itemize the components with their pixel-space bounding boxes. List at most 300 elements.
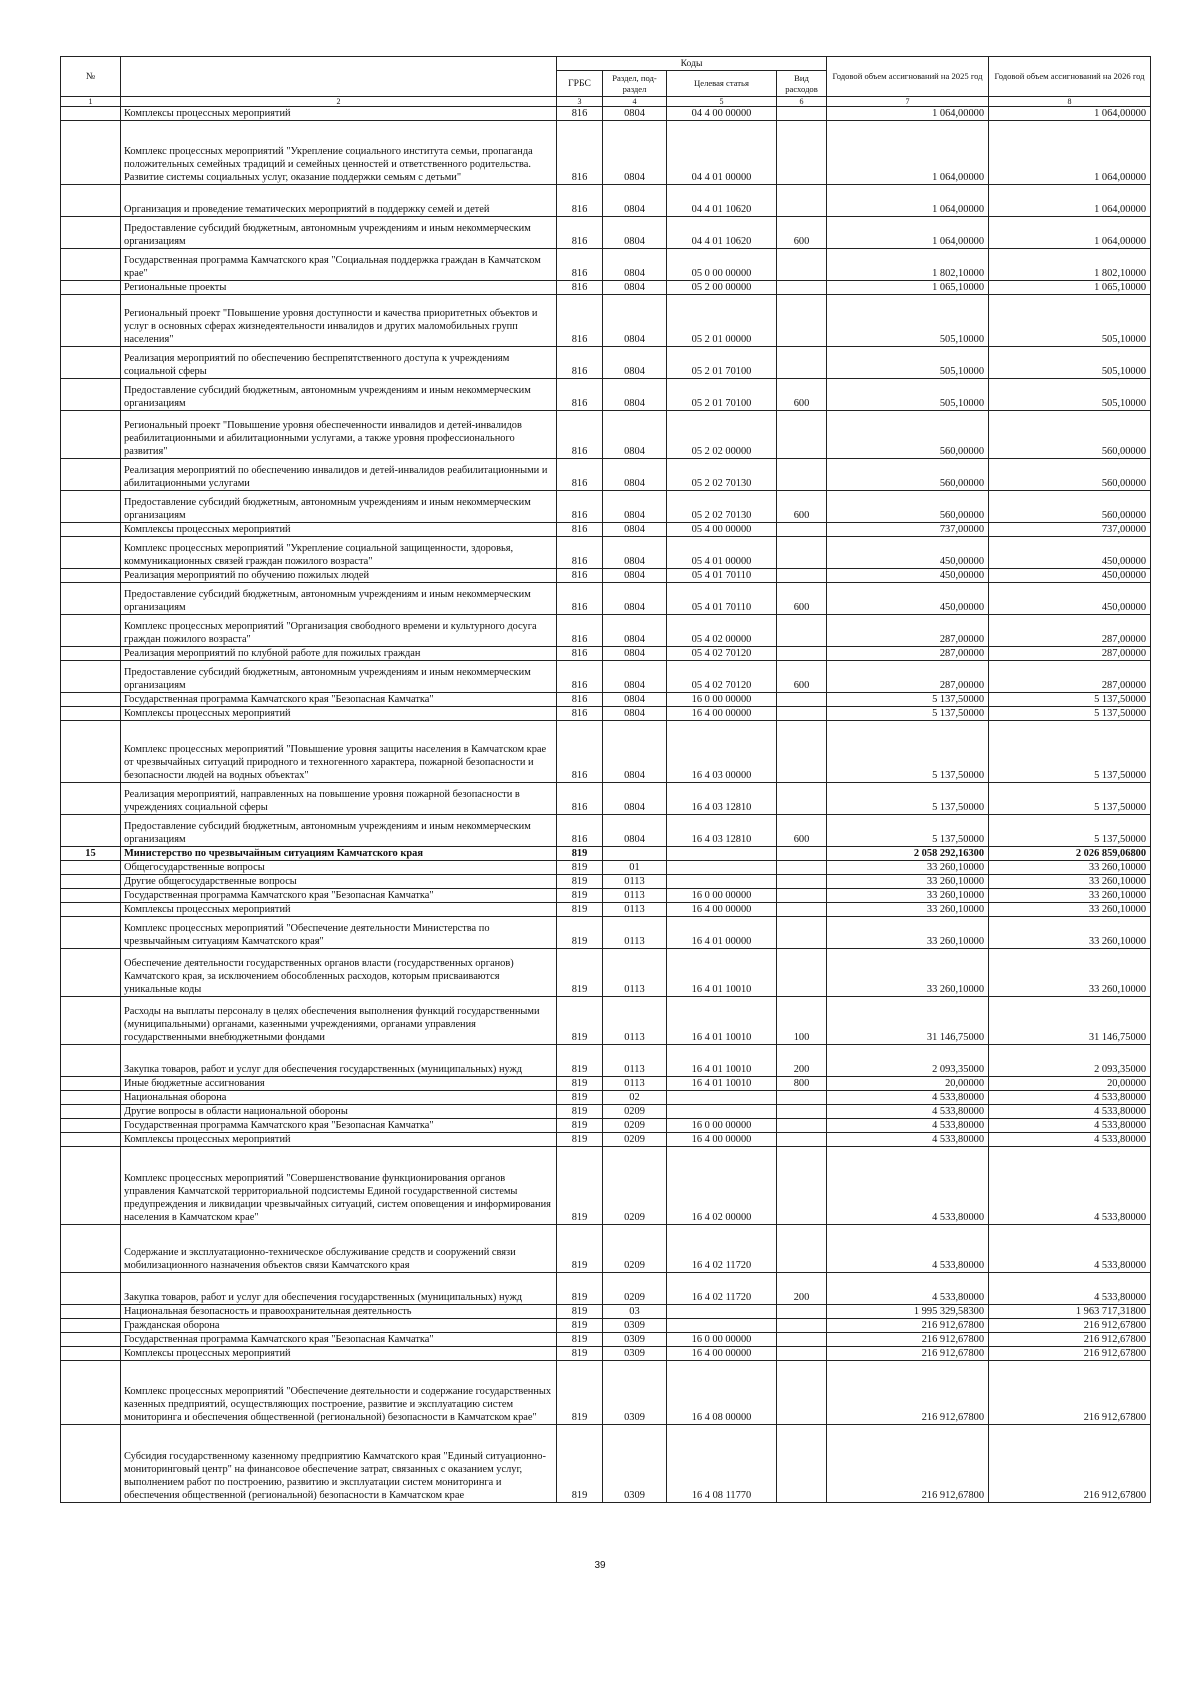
row-vid: 100 (777, 997, 827, 1045)
row-amount-2025: 2 093,35000 (827, 1045, 989, 1077)
row-number (61, 1045, 121, 1077)
row-name: Реализация мероприятий по обеспечению беспрепятственного доступа к учреждениям социальной сферы (121, 347, 557, 379)
row-grbs: 816 (557, 281, 603, 295)
table-row (61, 1273, 1151, 1305)
row-grbs: 816 (557, 491, 603, 523)
row-celevaya (667, 1319, 777, 1333)
row-razdel: 0804 (603, 707, 667, 721)
row-amount-2026: 560,00000 (989, 411, 1151, 459)
row-razdel: 0309 (603, 1425, 667, 1503)
row-number: 15 (61, 847, 121, 861)
table-row (61, 281, 1151, 295)
row-celevaya: 16 4 01 10010 (667, 1077, 777, 1091)
row-vid (777, 1119, 827, 1133)
column-number-row (61, 97, 1151, 107)
row-amount-2026: 450,00000 (989, 583, 1151, 615)
row-celevaya: 16 4 02 00000 (667, 1147, 777, 1225)
table-row (61, 815, 1151, 847)
table-row (61, 217, 1151, 249)
header-grbs: ГРБС (557, 71, 603, 97)
row-amount-2026: 1 064,00000 (989, 107, 1151, 121)
row-amount-2026: 216 912,67800 (989, 1347, 1151, 1361)
table-row (61, 411, 1151, 459)
row-name: Другие вопросы в области национальной обороны (121, 1105, 557, 1119)
row-vid (777, 1147, 827, 1225)
row-celevaya: 05 2 02 70130 (667, 491, 777, 523)
table-row (61, 647, 1151, 661)
row-razdel: 0209 (603, 1225, 667, 1273)
row-grbs: 819 (557, 1305, 603, 1319)
row-name: Организация и проведение тематических мероприятий в поддержку семей и детей (121, 185, 557, 217)
row-amount-2026: 1 802,10000 (989, 249, 1151, 281)
row-vid: 800 (777, 1077, 827, 1091)
row-grbs: 816 (557, 661, 603, 693)
row-razdel: 0804 (603, 569, 667, 583)
table-row (61, 997, 1151, 1045)
column-number: 1 (61, 97, 121, 107)
row-celevaya: 16 4 00 00000 (667, 1133, 777, 1147)
row-vid (777, 1091, 827, 1105)
row-amount-2026: 1 064,00000 (989, 185, 1151, 217)
row-razdel: 0804 (603, 281, 667, 295)
row-grbs: 819 (557, 1147, 603, 1225)
row-razdel: 01 (603, 861, 667, 875)
row-number (61, 1305, 121, 1319)
row-amount-2025: 287,00000 (827, 661, 989, 693)
row-celevaya: 16 4 01 10010 (667, 997, 777, 1045)
row-grbs: 819 (557, 997, 603, 1045)
table-row (61, 537, 1151, 569)
row-amount-2025: 1 064,00000 (827, 185, 989, 217)
table-row (61, 875, 1151, 889)
row-number (61, 1273, 121, 1305)
row-celevaya: 16 4 03 00000 (667, 721, 777, 783)
row-amount-2026: 1 064,00000 (989, 217, 1151, 249)
row-amount-2026: 33 260,10000 (989, 889, 1151, 903)
row-name: Предоставление субсидий бюджетным, автономным учреждениям и иным некоммерческим организациям (121, 491, 557, 523)
row-amount-2026: 4 533,80000 (989, 1105, 1151, 1119)
row-vid (777, 281, 827, 295)
row-amount-2026: 216 912,67800 (989, 1333, 1151, 1347)
row-razdel: 0804 (603, 615, 667, 647)
row-amount-2025: 33 260,10000 (827, 875, 989, 889)
row-name: Министерство по чрезвычайным ситуациям Камчатского края (121, 847, 557, 861)
row-amount-2026: 5 137,50000 (989, 693, 1151, 707)
row-celevaya: 16 4 03 12810 (667, 783, 777, 815)
row-number (61, 1133, 121, 1147)
table-row (61, 295, 1151, 347)
table-row (61, 107, 1151, 121)
row-razdel: 0113 (603, 875, 667, 889)
row-amount-2025: 1 065,10000 (827, 281, 989, 295)
table-row (61, 949, 1151, 997)
row-number (61, 1425, 121, 1503)
table-row (61, 1133, 1151, 1147)
row-name: Реализация мероприятий, направленных на повышение уровня пожарной безопасности в учреждениях социальной сферы (121, 783, 557, 815)
header-codes: Коды (557, 57, 827, 71)
row-razdel: 03 (603, 1305, 667, 1319)
row-number (61, 721, 121, 783)
row-amount-2025: 1 064,00000 (827, 217, 989, 249)
row-number (61, 815, 121, 847)
row-amount-2025: 450,00000 (827, 583, 989, 615)
row-vid (777, 185, 827, 217)
row-name: Комплекс процессных мероприятий "Обеспечение деятельности и содержание государственных казенных предприятий, осуществляющих построение, развитие и эксплуатацию систем мониторинга и обеспечения общественной (региональной) безопасности в Камчатском крае" (121, 1361, 557, 1425)
row-vid (777, 537, 827, 569)
row-razdel: 0113 (603, 949, 667, 997)
row-amount-2025: 216 912,67800 (827, 1319, 989, 1333)
row-grbs: 816 (557, 707, 603, 721)
row-amount-2026: 4 533,80000 (989, 1147, 1151, 1225)
table-row (61, 523, 1151, 537)
row-celevaya: 05 0 00 00000 (667, 249, 777, 281)
table-row (61, 1091, 1151, 1105)
row-amount-2026: 33 260,10000 (989, 949, 1151, 997)
table-row (61, 1425, 1151, 1503)
table-row (61, 459, 1151, 491)
column-number: 4 (603, 97, 667, 107)
table-row (61, 1105, 1151, 1119)
row-celevaya: 16 4 08 11770 (667, 1425, 777, 1503)
row-vid (777, 1361, 827, 1425)
row-razdel: 0804 (603, 523, 667, 537)
row-vid (777, 295, 827, 347)
row-name: Предоставление субсидий бюджетным, автономным учреждениям и иным некоммерческим организациям (121, 379, 557, 411)
column-number: 5 (667, 97, 777, 107)
table-row (61, 1077, 1151, 1091)
row-amount-2026: 20,00000 (989, 1077, 1151, 1091)
row-name: Комплекс процессных мероприятий "Организация свободного времени и культурного досуга граждан пожилого возраста" (121, 615, 557, 647)
row-grbs: 816 (557, 647, 603, 661)
table-row (61, 569, 1151, 583)
row-vid (777, 949, 827, 997)
row-name: Предоставление субсидий бюджетным, автономным учреждениям и иным некоммерческим организациям (121, 661, 557, 693)
row-razdel: 0209 (603, 1105, 667, 1119)
row-amount-2025: 5 137,50000 (827, 693, 989, 707)
row-razdel (603, 847, 667, 861)
row-razdel: 0209 (603, 1147, 667, 1225)
row-amount-2025: 4 533,80000 (827, 1273, 989, 1305)
row-amount-2026: 1 065,10000 (989, 281, 1151, 295)
row-celevaya: 16 4 00 00000 (667, 1347, 777, 1361)
row-grbs: 819 (557, 1225, 603, 1273)
row-vid (777, 107, 827, 121)
row-number (61, 523, 121, 537)
row-celevaya (667, 847, 777, 861)
row-grbs: 819 (557, 1333, 603, 1347)
table-row (61, 721, 1151, 783)
row-celevaya: 04 4 01 10620 (667, 185, 777, 217)
row-name: Предоставление субсидий бюджетным, автономным учреждениям и иным некоммерческим организациям (121, 815, 557, 847)
row-razdel: 0804 (603, 249, 667, 281)
row-amount-2026: 4 533,80000 (989, 1119, 1151, 1133)
row-name: Комплекс процессных мероприятий "Совершенствование функционирования органов управления Камчатской территориальной подсистемы Единой государственной системы предупреждения и ликвидации чрезвычайных ситуаций, систем оповещения и информирования населения в Камчатском крае" (121, 1147, 557, 1225)
row-amount-2025: 20,00000 (827, 1077, 989, 1091)
row-celevaya (667, 875, 777, 889)
row-grbs: 816 (557, 721, 603, 783)
row-name: Комплекс процессных мероприятий "Повышение уровня защиты населения в Камчатском крае от чрезвычайных ситуаций природного и техногенного характера, пожарной безопасности и безопасности людей на водных объектах" (121, 721, 557, 783)
row-amount-2026: 560,00000 (989, 459, 1151, 491)
row-amount-2025: 5 137,50000 (827, 707, 989, 721)
row-vid (777, 523, 827, 537)
row-amount-2026: 4 533,80000 (989, 1273, 1151, 1305)
row-amount-2026: 287,00000 (989, 615, 1151, 647)
row-number (61, 693, 121, 707)
row-vid (777, 875, 827, 889)
row-amount-2026: 5 137,50000 (989, 815, 1151, 847)
row-razdel: 0309 (603, 1347, 667, 1361)
row-vid (777, 1333, 827, 1347)
row-amount-2026: 505,10000 (989, 379, 1151, 411)
row-amount-2026: 31 146,75000 (989, 997, 1151, 1045)
table-row (61, 347, 1151, 379)
row-celevaya: 16 4 08 00000 (667, 1361, 777, 1425)
row-amount-2025: 1 802,10000 (827, 249, 989, 281)
page-number: 39 (594, 1560, 606, 1571)
row-razdel: 0804 (603, 347, 667, 379)
table-row (61, 1305, 1151, 1319)
row-amount-2026: 216 912,67800 (989, 1319, 1151, 1333)
row-number (61, 217, 121, 249)
row-number (61, 1347, 121, 1361)
row-celevaya: 05 4 01 00000 (667, 537, 777, 569)
row-celevaya: 16 0 00 00000 (667, 1333, 777, 1347)
row-razdel: 0804 (603, 217, 667, 249)
row-grbs: 819 (557, 903, 603, 917)
row-vid (777, 1105, 827, 1119)
table-row (61, 861, 1151, 875)
row-grbs: 816 (557, 249, 603, 281)
row-name: Комплекс процессных мероприятий "Укрепление социального института семьи, пропаганда положительных семейных традиций и семейных ценностей и ответственного родительства. Развитие системы социальных услуг, оказание поддержки семьям с детьми" (121, 121, 557, 185)
row-amount-2025: 216 912,67800 (827, 1333, 989, 1347)
row-name: Государственная программа Камчатского края "Безопасная Камчатка" (121, 1119, 557, 1133)
table-row (61, 1347, 1151, 1361)
row-amount-2026: 5 137,50000 (989, 707, 1151, 721)
row-amount-2025: 1 064,00000 (827, 121, 989, 185)
row-amount-2025: 560,00000 (827, 459, 989, 491)
row-grbs: 819 (557, 1077, 603, 1091)
row-name: Комплекс процессных мероприятий "Укрепление социальной защищенности, здоровья, коммуникационных связей граждан пожилого возраста" (121, 537, 557, 569)
row-vid: 200 (777, 1273, 827, 1305)
table-row (61, 379, 1151, 411)
row-razdel: 0804 (603, 107, 667, 121)
row-celevaya: 04 4 01 00000 (667, 121, 777, 185)
row-amount-2026: 1 064,00000 (989, 121, 1151, 185)
row-razdel: 0804 (603, 693, 667, 707)
row-amount-2025: 1 995 329,58300 (827, 1305, 989, 1319)
row-amount-2025: 33 260,10000 (827, 903, 989, 917)
row-name: Региональный проект "Повышение уровня обеспеченности инвалидов и детей-инвалидов реабилитационными и абилитационными услугами, а также уровня профессионального развития" (121, 411, 557, 459)
row-vid (777, 411, 827, 459)
row-number (61, 1147, 121, 1225)
row-number (61, 903, 121, 917)
row-razdel: 0309 (603, 1319, 667, 1333)
row-number (61, 1105, 121, 1119)
row-amount-2026: 33 260,10000 (989, 861, 1151, 875)
row-vid: 200 (777, 1045, 827, 1077)
row-celevaya: 04 4 00 00000 (667, 107, 777, 121)
row-number (61, 121, 121, 185)
row-amount-2026: 560,00000 (989, 491, 1151, 523)
row-name: Государственная программа Камчатского края "Безопасная Камчатка" (121, 889, 557, 903)
row-celevaya: 05 4 02 00000 (667, 615, 777, 647)
row-vid (777, 1347, 827, 1361)
row-celevaya: 16 0 00 00000 (667, 1119, 777, 1133)
row-amount-2025: 287,00000 (827, 647, 989, 661)
row-number (61, 917, 121, 949)
row-razdel: 0804 (603, 459, 667, 491)
row-name: Реализация мероприятий по обеспечению инвалидов и детей-инвалидов реабилитационными и абилитационными услугами (121, 459, 557, 491)
row-celevaya: 05 4 02 70120 (667, 661, 777, 693)
row-celevaya: 05 4 00 00000 (667, 523, 777, 537)
row-amount-2026: 505,10000 (989, 347, 1151, 379)
row-amount-2026: 450,00000 (989, 569, 1151, 583)
row-amount-2026: 287,00000 (989, 661, 1151, 693)
row-amount-2026: 2 026 859,06800 (989, 847, 1151, 861)
row-grbs: 816 (557, 379, 603, 411)
row-name: Государственная программа Камчатского края "Безопасная Камчатка" (121, 693, 557, 707)
row-grbs: 816 (557, 121, 603, 185)
budget-document (60, 56, 1150, 1503)
row-amount-2025: 287,00000 (827, 615, 989, 647)
row-grbs: 819 (557, 1273, 603, 1305)
row-grbs: 816 (557, 459, 603, 491)
row-celevaya: 16 0 00 00000 (667, 889, 777, 903)
table-row (61, 1319, 1151, 1333)
row-amount-2025: 2 058 292,16300 (827, 847, 989, 861)
row-celevaya (667, 1105, 777, 1119)
row-amount-2025: 4 533,80000 (827, 1133, 989, 1147)
row-grbs: 816 (557, 217, 603, 249)
table-row (61, 615, 1151, 647)
row-vid (777, 861, 827, 875)
row-razdel: 0804 (603, 783, 667, 815)
column-number: 6 (777, 97, 827, 107)
row-name: Гражданская оборона (121, 1319, 557, 1333)
row-amount-2026: 287,00000 (989, 647, 1151, 661)
row-number (61, 661, 121, 693)
table-row (61, 707, 1151, 721)
row-vid: 600 (777, 583, 827, 615)
table-row (61, 783, 1151, 815)
row-vid (777, 889, 827, 903)
header-number: № (61, 57, 121, 97)
row-number (61, 569, 121, 583)
row-amount-2025: 5 137,50000 (827, 721, 989, 783)
row-grbs: 819 (557, 917, 603, 949)
row-name: Комплексы процессных мероприятий (121, 1133, 557, 1147)
row-amount-2025: 4 533,80000 (827, 1147, 989, 1225)
row-number (61, 491, 121, 523)
column-number: 8 (989, 97, 1151, 107)
row-celevaya: 05 4 01 70110 (667, 569, 777, 583)
row-grbs: 819 (557, 1347, 603, 1361)
row-celevaya: 16 4 00 00000 (667, 903, 777, 917)
row-razdel: 0804 (603, 721, 667, 783)
row-amount-2026: 450,00000 (989, 537, 1151, 569)
row-number (61, 281, 121, 295)
row-razdel: 0804 (603, 121, 667, 185)
row-number (61, 411, 121, 459)
row-grbs: 819 (557, 875, 603, 889)
row-name: Государственная программа Камчатского края "Безопасная Камчатка" (121, 1333, 557, 1347)
row-grbs: 819 (557, 1361, 603, 1425)
table-row (61, 1225, 1151, 1273)
row-razdel: 0209 (603, 1119, 667, 1133)
row-number (61, 1119, 121, 1133)
row-celevaya: 05 4 02 70120 (667, 647, 777, 661)
row-grbs: 819 (557, 1045, 603, 1077)
row-grbs: 816 (557, 783, 603, 815)
row-razdel: 0113 (603, 1077, 667, 1091)
row-vid (777, 647, 827, 661)
header-2026: Годовой объем ассигнований на 2026 год (989, 57, 1151, 97)
row-amount-2025: 33 260,10000 (827, 949, 989, 997)
column-number: 2 (121, 97, 557, 107)
row-name: Предоставление субсидий бюджетным, автономным учреждениям и иным некоммерческим организациям (121, 217, 557, 249)
row-name: Комплексы процессных мероприятий (121, 1347, 557, 1361)
row-grbs: 819 (557, 1105, 603, 1119)
row-name: Региональный проект "Повышение уровня доступности и качества приоритетных объектов и услуг в основных сферах жизнедеятельности инвалидов и других маломобильных групп населения" (121, 295, 557, 347)
row-amount-2026: 1 963 717,31800 (989, 1305, 1151, 1319)
row-name: Субсидия государственному казенному предприятию Камчатского края "Единый ситуационно-мониторинговый центр" на финансовое обеспечение затрат, связанных с оказанием услуг, выполнением работ по построению, развитию и эксплуатации систем мониторинга и обеспечения общественной (региональной) безопасности в Камчатском крае (121, 1425, 557, 1503)
row-amount-2026: 4 533,80000 (989, 1225, 1151, 1273)
row-number (61, 379, 121, 411)
row-razdel: 0804 (603, 583, 667, 615)
row-name: Общегосударственные вопросы (121, 861, 557, 875)
row-vid: 600 (777, 661, 827, 693)
row-razdel: 0804 (603, 411, 667, 459)
row-number (61, 185, 121, 217)
row-grbs: 819 (557, 1119, 603, 1133)
row-grbs: 816 (557, 107, 603, 121)
table-row (61, 889, 1151, 903)
row-celevaya: 05 2 02 70130 (667, 459, 777, 491)
row-grbs: 819 (557, 847, 603, 861)
row-name: Иные бюджетные ассигнования (121, 1077, 557, 1091)
row-amount-2026: 2 093,35000 (989, 1045, 1151, 1077)
row-razdel: 0209 (603, 1273, 667, 1305)
row-number (61, 783, 121, 815)
row-vid: 600 (777, 815, 827, 847)
row-razdel: 0804 (603, 537, 667, 569)
table-body (61, 107, 1151, 1503)
row-grbs: 816 (557, 295, 603, 347)
row-amount-2025: 505,10000 (827, 295, 989, 347)
row-celevaya (667, 861, 777, 875)
row-celevaya: 05 2 01 00000 (667, 295, 777, 347)
row-amount-2025: 33 260,10000 (827, 889, 989, 903)
row-number (61, 249, 121, 281)
row-name: Комплексы процессных мероприятий (121, 707, 557, 721)
row-amount-2026: 737,00000 (989, 523, 1151, 537)
row-vid: 600 (777, 217, 827, 249)
row-celevaya: 16 4 01 10010 (667, 949, 777, 997)
row-vid (777, 903, 827, 917)
table-row (61, 121, 1151, 185)
row-grbs: 816 (557, 815, 603, 847)
row-celevaya: 16 0 00 00000 (667, 693, 777, 707)
row-amount-2026: 5 137,50000 (989, 783, 1151, 815)
row-amount-2025: 5 137,50000 (827, 815, 989, 847)
row-grbs: 819 (557, 1425, 603, 1503)
row-number (61, 1319, 121, 1333)
table-row (61, 693, 1151, 707)
row-number (61, 295, 121, 347)
row-name: Предоставление субсидий бюджетным, автономным учреждениям и иным некоммерческим организациям (121, 583, 557, 615)
row-number (61, 459, 121, 491)
row-grbs: 816 (557, 411, 603, 459)
